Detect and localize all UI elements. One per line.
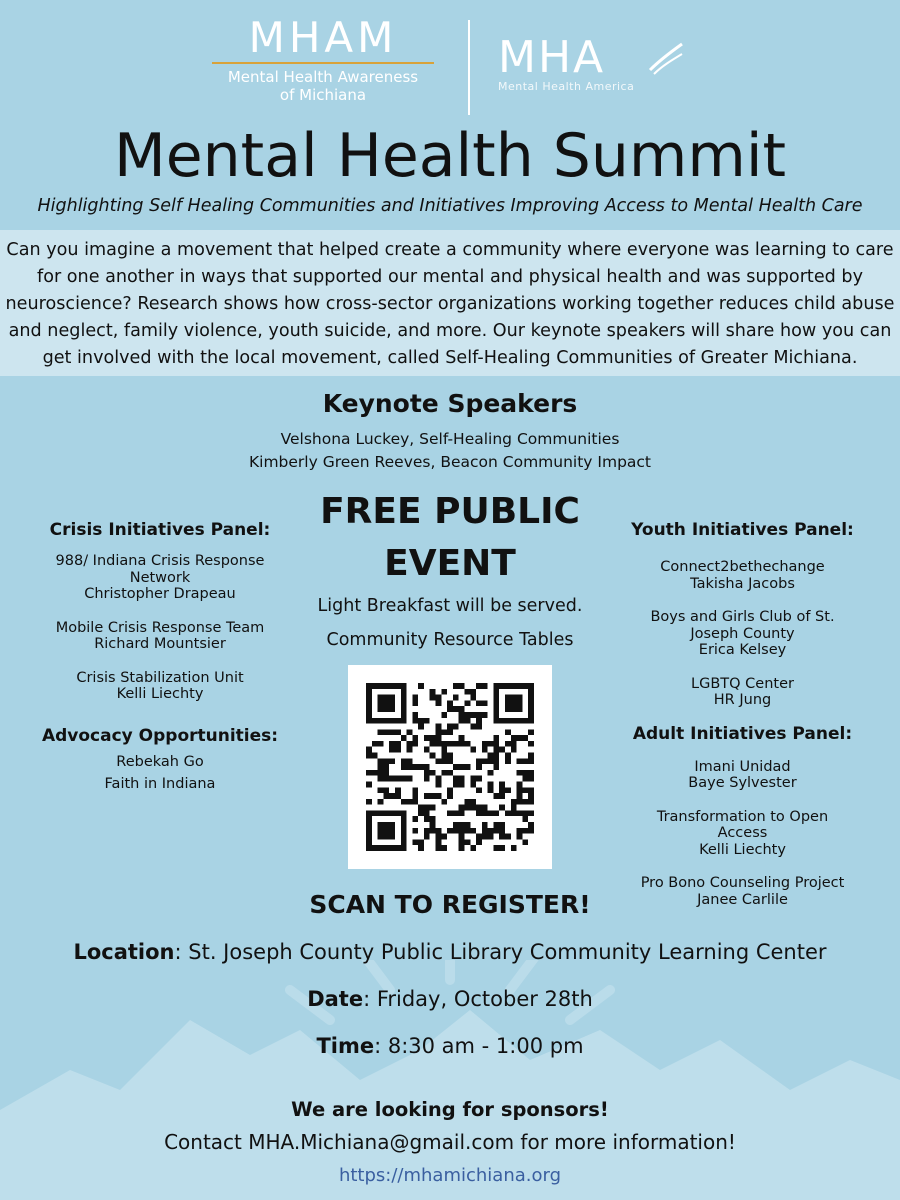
panel-person: HR Jung: [713, 692, 772, 708]
website-link[interactable]: https://mhamichiana.org: [338, 1165, 562, 1186]
page-title: Mental Health Summit: [113, 121, 787, 191]
resource-tables-note: Community Resource Tables: [326, 630, 574, 650]
date-label: Date: [307, 987, 364, 1011]
panel-person: Baye Sylvester: [688, 775, 797, 791]
contact-line: Contact MHA.Michiana@gmail.com for more information!: [164, 1130, 736, 1154]
free-event-heading: [300, 486, 600, 590]
logo-divider: [468, 20, 470, 115]
panel-entry: [615, 676, 870, 709]
advocacy-item: Rebekah Go: [116, 753, 204, 770]
panel-org: Imani Unidad: [694, 758, 791, 775]
panel-org: Boys and Girls Club of St. Joseph County: [650, 609, 835, 642]
page-subtitle: Highlighting Self Healing Communities and Initiatives Improving Access to Mental Health Care: [37, 196, 863, 216]
panel-person: Richard Mountsier: [94, 636, 226, 652]
panel-person: Erica Kelsey: [698, 642, 787, 658]
mha-tagline: Mental Health America: [498, 80, 635, 93]
panel-entry: [30, 553, 290, 603]
panel-entry: [615, 759, 870, 792]
mha-logo: [498, 32, 686, 100]
panel-entry: [615, 559, 870, 592]
qr-code-icon: [366, 683, 534, 851]
date-value: : Friday, October 28th: [363, 987, 593, 1011]
panel-person: Kelli Liechty: [699, 841, 786, 858]
panel-entry: [30, 620, 290, 653]
panel-entry: [615, 809, 870, 859]
bell-swoosh-icon: [648, 40, 684, 76]
mham-tagline-line1: Mental Health Awareness: [227, 68, 419, 86]
panel-org: Crisis Stabilization Unit: [76, 669, 244, 686]
location-label: Location: [73, 940, 175, 964]
keynote-speakers-list: [0, 428, 900, 474]
left-column: [30, 519, 290, 795]
panel-org: Connect2bethechange: [660, 559, 825, 575]
panel-entry: [30, 670, 290, 703]
scan-to-register: SCAN TO REGISTER!: [309, 890, 591, 919]
free-event-line: FREE PUBLIC: [320, 491, 580, 532]
time-value: : 8:30 am - 1:00 pm: [374, 1034, 584, 1058]
right-column: [615, 519, 870, 908]
panel-org: Transformation to Open Access: [656, 808, 829, 841]
mham-logo-text: MHAM: [248, 13, 398, 62]
panel-org: Pro Bono Counseling Project: [640, 875, 845, 891]
location-value: : St. Joseph County Public Library Community Learning Center: [174, 940, 827, 964]
panel-person: Kelli Liechty: [116, 686, 204, 702]
panel-person: Christopher Drapeau: [84, 586, 236, 602]
registration-qr-code[interactable]: [348, 665, 552, 869]
breakfast-note: Light Breakfast will be served.: [317, 596, 583, 616]
date-line: [0, 985, 900, 1013]
panel-org: LGBTQ Center: [691, 675, 794, 692]
intro-paragraph: Can you imagine a movement that helped create a community where everyone was learning to care for one another in ways that supported our mental and physical health and was supported by neuroscience? Research shows how cross-sector organizations working together reduces child abuse and neglect, family violence, youth suicide, and more. Our keynote speakers will share how you can get involved with the local movement, called Self-Healing Communities of Greater Michiana.: [5, 240, 895, 368]
adult-panel-heading: Adult Initiatives Panel:: [632, 723, 853, 744]
location-line: [0, 938, 900, 966]
keynote-heading: Keynote Speakers: [322, 389, 578, 418]
advocacy-item: Faith in Indiana: [104, 775, 216, 792]
panel-person: Takisha Jacobs: [690, 575, 795, 592]
time-label: Time: [316, 1034, 375, 1058]
mham-logo-rule: [212, 62, 434, 64]
time-line: [0, 1032, 900, 1060]
keynote-speaker: Velshona Luckey, Self-Healing Communities: [280, 430, 620, 448]
advocacy-heading: Advocacy Opportunities:: [41, 725, 279, 746]
panel-org: Mobile Crisis Response Team: [55, 619, 265, 636]
mham-tagline-line2: of Michiana: [279, 86, 367, 104]
free-event-line: EVENT: [384, 543, 516, 584]
sponsor-heading: We are looking for sponsors!: [291, 1098, 609, 1121]
crisis-panel-heading: Crisis Initiatives Panel:: [49, 520, 271, 540]
panel-person: Janee Carlile: [697, 891, 788, 908]
panel-org: 988/ Indiana Crisis Response Network: [55, 553, 265, 586]
panel-entry: [615, 609, 870, 659]
mham-logo: [212, 14, 434, 114]
keynote-speaker: Kimberly Green Reeves, Beacon Community Impact: [248, 453, 652, 471]
mha-logo-text: MHA: [498, 32, 606, 83]
youth-panel-heading: Youth Initiatives Panel:: [631, 520, 854, 540]
